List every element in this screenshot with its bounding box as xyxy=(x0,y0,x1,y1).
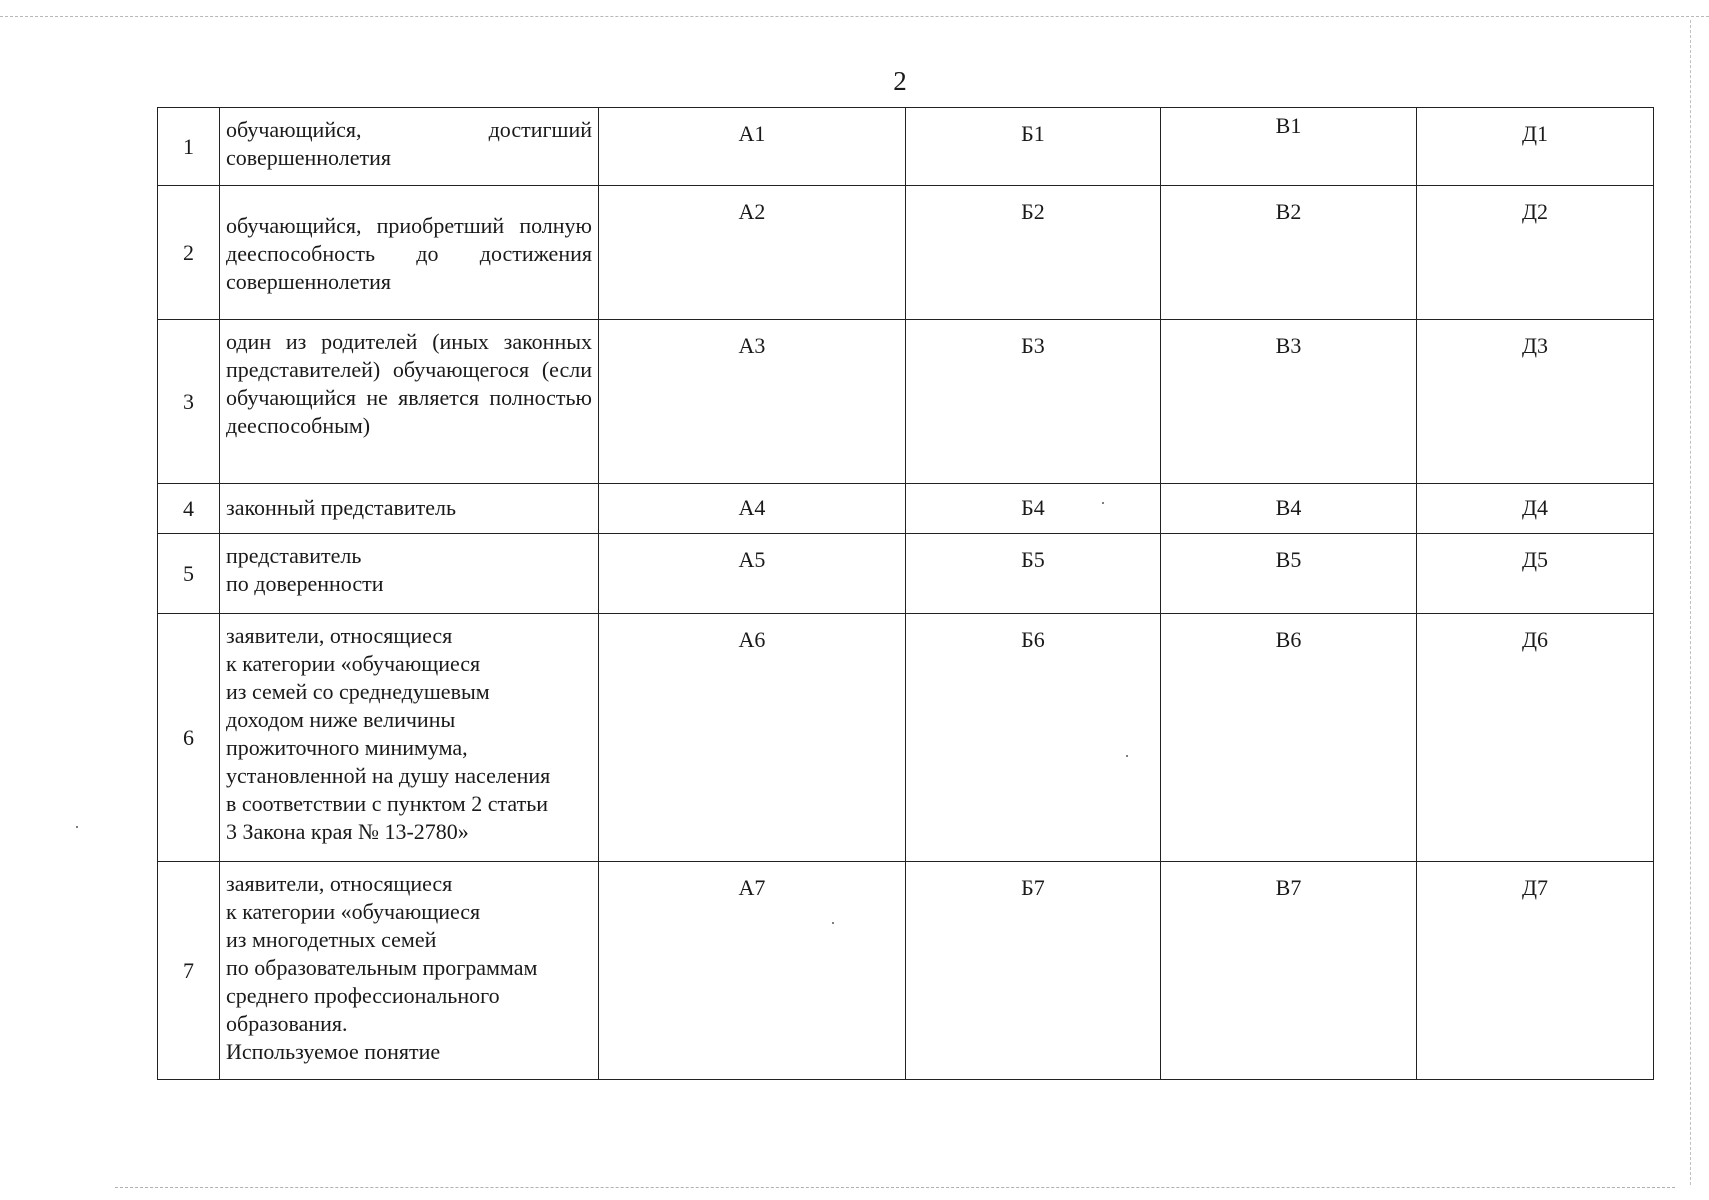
row-number: 2 xyxy=(158,186,220,320)
code-a: А5 xyxy=(599,534,906,614)
code-a: А4 xyxy=(599,484,906,534)
row-description: заявители, относящиеся к категории «обучающиеся из многодетных семей по образовательным программам среднего профессионального образования. Используемое понятие xyxy=(220,862,599,1080)
row-description: обучающийся, достигший совершеннолетия xyxy=(220,108,599,186)
table-row xyxy=(158,484,1654,534)
code-d: Д4 xyxy=(1417,484,1654,534)
table-row xyxy=(158,108,1654,186)
code-d: Д7 xyxy=(1417,862,1654,1080)
code-v: В1 xyxy=(1161,108,1417,186)
row-description: один из родителей (иных законных представителей) обучающегося (если обучающийся не является полностью дееспособным) xyxy=(220,320,599,484)
table-row xyxy=(158,534,1654,614)
code-a: А1 xyxy=(599,108,906,186)
code-a: А6 xyxy=(599,614,906,862)
code-b: Б7 xyxy=(906,862,1161,1080)
code-a: А7 xyxy=(599,862,906,1080)
code-b: Б3 xyxy=(906,320,1161,484)
code-v: В4 xyxy=(1161,484,1417,534)
row-description: заявители, относящиеся к категории «обучающиеся из семей со среднедушевым доходом ниже величины прожиточного минимума, установленной на душу населения в соответствии с пунктом 2 статьи 3 Закона края № 13-2780» xyxy=(220,614,599,862)
code-d: Д5 xyxy=(1417,534,1654,614)
code-v: В6 xyxy=(1161,614,1417,862)
row-number: 1 xyxy=(158,108,220,186)
code-d: Д2 xyxy=(1417,186,1654,320)
table-row xyxy=(158,862,1654,1080)
table-row xyxy=(158,186,1654,320)
code-b: Б2 xyxy=(906,186,1161,320)
row-number: 7 xyxy=(158,862,220,1080)
row-description: обучающийся, приобретший полную дееспособность до достижения совершеннолетия xyxy=(220,186,599,320)
code-b: Б5 xyxy=(906,534,1161,614)
code-v: В3 xyxy=(1161,320,1417,484)
row-number: 3 xyxy=(158,320,220,484)
row-number: 5 xyxy=(158,534,220,614)
code-v: В5 xyxy=(1161,534,1417,614)
applicant-category-table xyxy=(157,107,1654,1080)
code-d: Д1 xyxy=(1417,108,1654,186)
code-b: Б6 xyxy=(906,614,1161,862)
row-description: законный представитель xyxy=(220,484,599,534)
row-number: 4 xyxy=(158,484,220,534)
code-d: Д6 xyxy=(1417,614,1654,862)
code-a: А3 xyxy=(599,320,906,484)
code-b: Б4 xyxy=(906,484,1161,534)
page-number: 2 xyxy=(893,66,907,96)
code-v: В7 xyxy=(1161,862,1417,1080)
scan-edge-top xyxy=(0,16,1709,17)
code-v: В2 xyxy=(1161,186,1417,320)
table-row xyxy=(158,320,1654,484)
table-row xyxy=(158,614,1654,862)
row-description: представитель по доверенности xyxy=(220,534,599,614)
code-b: Б1 xyxy=(906,108,1161,186)
code-a: А2 xyxy=(599,186,906,320)
row-number: 6 xyxy=(158,614,220,862)
code-d: Д3 xyxy=(1417,320,1654,484)
scan-speck xyxy=(76,826,78,828)
scan-edge-right xyxy=(1690,20,1691,1185)
scan-edge-bottom xyxy=(115,1187,1675,1188)
